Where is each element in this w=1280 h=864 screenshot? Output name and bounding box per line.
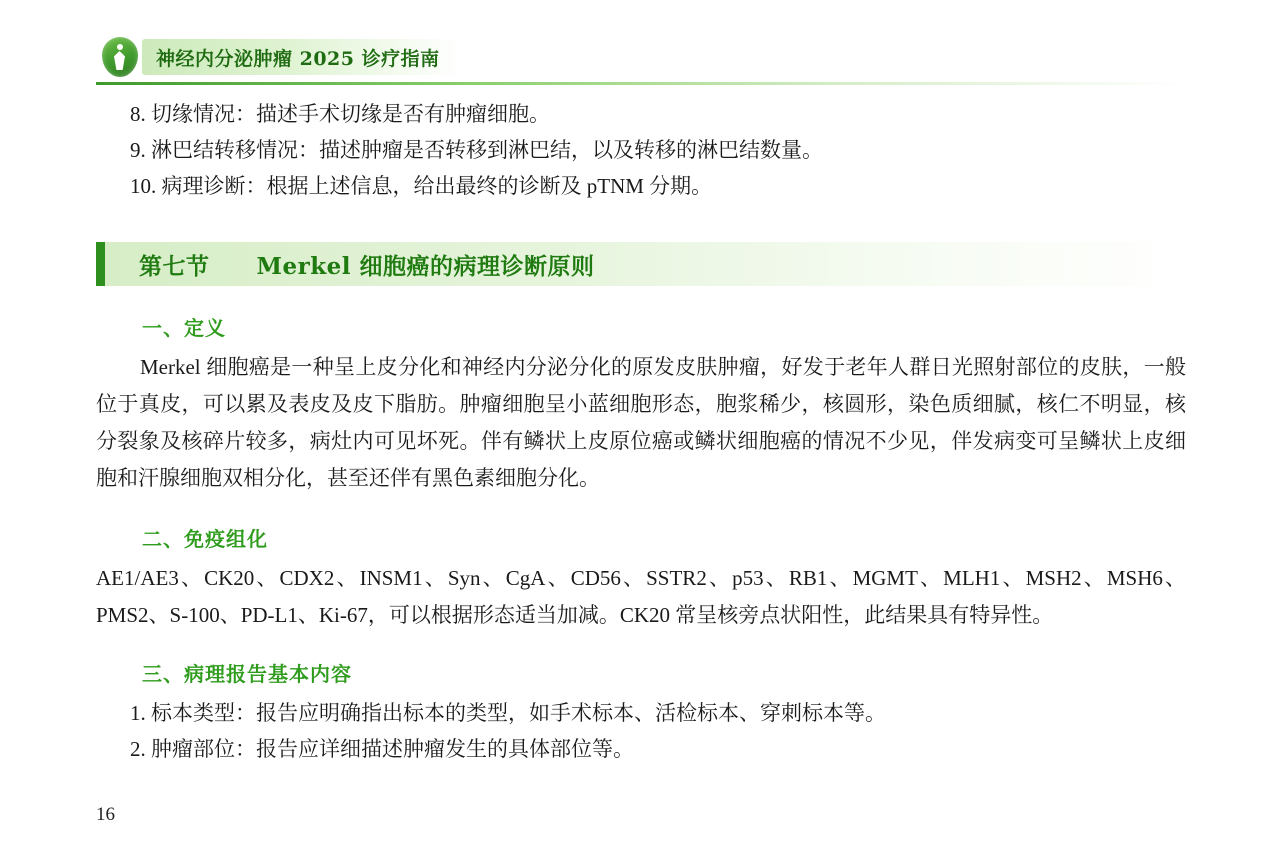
page-number: 16 bbox=[96, 804, 115, 825]
subsection-paragraph-definition: Merkel 细胞癌是一种呈上皮分化和神经内分泌分化的原发皮肤肿瘤，好发于老年人群日光照射部位的皮肤，一般位于真皮，可以累及表皮及皮下脂肪。肿瘤细胞呈小蓝细胞形态，胞浆稀少，核圆形，染色质细腻，核仁不明显，核分裂象及核碎片较多，病灶内可见坏死。伴有鳞状上皮原位癌或鳞状细胞癌的情况不少见，伴发病变可呈鳞状上皮细胞和汗腺细胞双相分化，甚至还伴有黑色素细胞分化。 bbox=[96, 355, 1186, 490]
leaf-figure-logo-icon bbox=[100, 36, 140, 78]
list-item: 8. 切缘情况：描述手术切缘是否有肿瘤细胞。 bbox=[130, 102, 550, 126]
header-title-wrap bbox=[142, 39, 462, 75]
header-title: 神经内分泌肿瘤 2025 诊疗指南 bbox=[156, 47, 440, 70]
section-title: 第七节 Merkel 细胞癌的病理诊断原则 bbox=[139, 252, 595, 280]
section-heading-band bbox=[96, 242, 1186, 286]
list-item: 9. 淋巴结转移情况：描述肿瘤是否转移到淋巴结，以及转移的淋巴结数量。 bbox=[130, 138, 823, 162]
list-item: 10. 病理诊断：根据上述信息，给出最终的诊断及 pTNM 分期。 bbox=[130, 174, 713, 198]
subsection-paragraph-immunohistochemistry: AE1/AE3、CK20、CDX2、INSM1、Syn、CgA、CD56、SSTR2、p53、RB1、MGMT、MLH1、MSH2、MSH6、PMS2、S-100、PD-L1、Ki-67，可以根据形态适当加减。CK20 常呈核旁点状阳性，此结果具有特异性。 bbox=[96, 566, 1186, 627]
section-accent-bar bbox=[96, 242, 105, 286]
list-item: 1. 标本类型：报告应明确指出标本的类型，如手术标本、活检标本、穿刺标本等。 bbox=[130, 701, 886, 725]
subsection-heading-report-contents: 三、病理报告基本内容 bbox=[142, 662, 352, 686]
running-header bbox=[96, 36, 462, 78]
list-item: 2. 肿瘤部位：报告应详细描述肿瘤发生的具体部位等。 bbox=[130, 737, 634, 761]
subsection-heading-immunohistochemistry: 二、免疫组化 bbox=[142, 527, 268, 551]
subsection-heading-definition: 一、定义 bbox=[142, 316, 226, 340]
page-content bbox=[96, 92, 1186, 767]
header-divider bbox=[96, 82, 1184, 85]
header-badge bbox=[96, 36, 462, 78]
